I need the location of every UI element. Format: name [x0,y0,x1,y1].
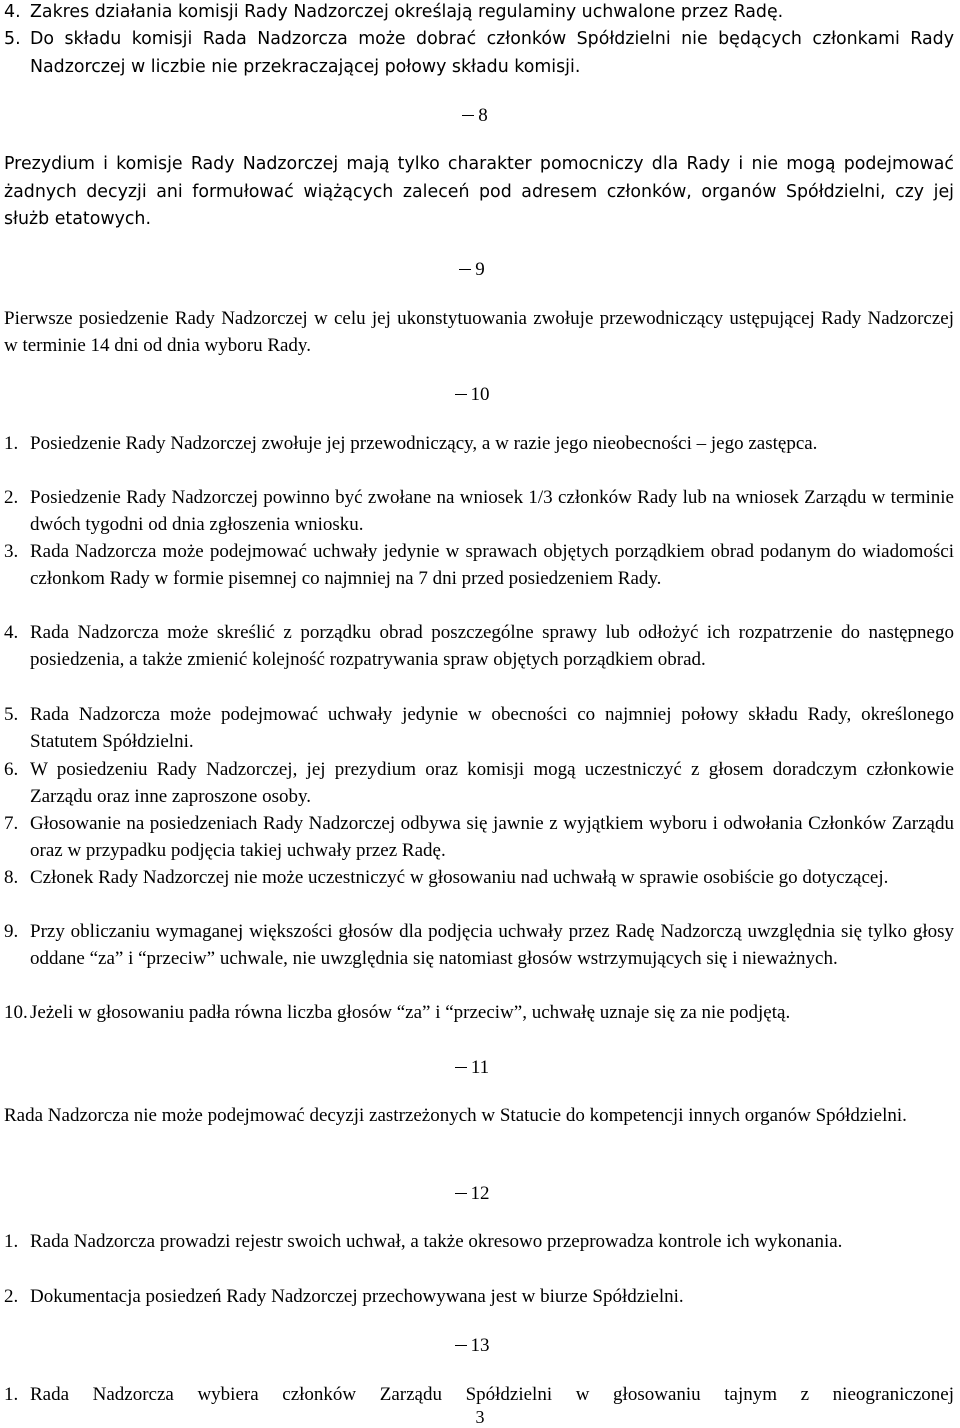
section-mark [462,102,474,116]
item-text: Do składu komisji Rada Nadzorcza może dobrać członków Spółdzielni nie będących członkami Rady Nadzorczej w liczbie nie przekraczającej połowy składu komisji. [30,29,954,77]
item-number: 7. [4,813,19,834]
section-8-text: Prezydium i komisje Rady Nadzorczej mają tylko charakter pomocniczy dla Rady i nie mogą podejmować żadnych decyzji ani formułować wiążących zaleceń pod adresem członków, organów Spółdzielni, czy jej służb etatowych. [4,154,954,229]
section-heading-11 [372,1054,572,1081]
s10-item-9 [4,918,954,972]
s12-item-2 [4,1283,954,1310]
item-number: 4. [4,2,21,22]
item-text: Rada Nadzorcza może podejmować uchwały jedynie w sprawach objętych porządkiem obrad podanym do wiadomości członkom Rady w formie pisemnej co najmniej na 7 dni przed posiedzeniem Rady. [30,541,954,589]
s10-item-10 [4,999,954,1026]
item-number: 10. [4,1002,28,1023]
section-mark [455,1054,467,1068]
item-number: 1. [4,1384,19,1405]
s10-item-2 [4,484,954,538]
item-text: Posiedzenie Rady Nadzorczej powinno być zwołane na wniosek 1/3 członków Rady lub na wniosek Zarządu w terminie dwóch tygodni od dnia zgłoszenia wniosku. [30,487,954,535]
item-number: 6. [4,759,19,780]
item-text: Zakres działania komisji Rady Nadzorczej określają regulaminy uchwalone przez Radę. [30,2,784,22]
page-number: 3 [475,1407,485,1427]
section-mark [455,1332,467,1346]
section-number: 12 [470,1183,490,1204]
s13-item-1 [4,1381,954,1408]
item-text: Rada Nadzorcza może skreślić z porządku obrad poszczególne sprawy lub odłożyć ich rozpatrzenie do następnego posiedzenia, a także zmienić kolejność rozpatrywania spraw objętych porządkiem obrad. [30,622,954,670]
item-number: 5. [4,29,21,49]
item-text: Posiedzenie Rady Nadzorczej zwołuje jej przewodniczący, a w razie jego nieobecności – jego zastępca. [30,433,818,454]
s12-item-1 [4,1228,954,1255]
item-text: W posiedzeniu Rady Nadzorczej, jej prezydium oraz komisji mogą uczestniczyć z głosem doradczym członkowie Zarządu oraz inne zaproszone osoby. [30,759,954,807]
section-heading-8 [375,102,575,129]
item-number: 8. [4,867,19,888]
item-text: Członek Rady Nadzorczej nie może uczestniczyć w głosowaniu nad uchwałą w sprawie osobiście go dotyczącej. [30,867,889,888]
item-number: 1. [4,1231,19,1252]
item-text: Przy obliczaniu wymaganej większości głosów dla podjęcia uchwały przez Radę Nadzorczą uwzględnia się tylko głosy oddane “za” i “przeciw” uchwale, nie uwzględnia się natomiast głosów wstrzymujących się i nieważnych. [30,921,954,969]
item-text: Głosowanie na posiedzeniach Rady Nadzorczej odbywa się jawnie z wyjątkiem wyboru i odwołania Członków Zarządu oraz w przypadku podjęcia takiej uchwały przez Radę. [30,813,954,861]
s10-item-5 [4,701,954,755]
item-number: 2. [4,487,19,508]
item-text: Jeżeli w głosowaniu padła równa liczba głosów “za” i “przeciw”, uchwałę uznaje się za nie podjętą. [30,1002,791,1023]
s10-item-6 [4,756,954,810]
s10-item-7 [4,810,954,864]
section-heading-12 [372,1180,572,1207]
section-number: 9 [475,259,485,280]
s10-item-3 [4,538,954,592]
s10-item-4 [4,619,954,673]
item-number: 1. [4,433,19,454]
section-mark [455,381,467,395]
section-mark [455,1180,467,1194]
section-heading-9 [372,256,572,283]
s10-item-1 [4,430,954,457]
item-text: Dokumentacja posiedzeń Rady Nadzorczej przechowywana jest w biurze Spółdzielni. [30,1286,684,1307]
section-number: 11 [470,1057,490,1078]
item-number: 2. [4,1286,19,1307]
section-number: 13 [470,1335,490,1356]
item-number: 9. [4,921,19,942]
item-text: Rada Nadzorcza wybiera członków Zarządu Spółdzielni w głosowaniu tajnym z nieograniczonej [30,1384,954,1405]
section-heading-13 [372,1332,572,1359]
section-number: 10 [470,384,490,405]
item-number: 4. [4,622,19,643]
section-11-text: Rada Nadzorcza nie może podejmować decyzji zastrzeżonych w Statucie do kompetencji innych organów Spółdzielni. [4,1105,907,1126]
intro-item-5 [4,26,954,81]
section-mark [459,256,471,270]
section-heading-10 [372,381,572,408]
item-number: 3. [4,541,19,562]
intro-item-4 [4,0,954,27]
item-number: 5. [4,704,19,725]
item-text: Rada Nadzorcza może podejmować uchwały jedynie w obecności co najmniej połowy składu Rady, określonego Statutem Spółdzielni. [30,704,954,752]
item-text: Rada Nadzorcza prowadzi rejestr swoich uchwał, a także okresowo przeprowadza kontrole ich wykonania. [30,1231,843,1252]
section-number: 8 [478,105,488,126]
s10-item-8 [4,864,954,891]
section-9-text: Pierwsze posiedzenie Rady Nadzorczej w celu jej ukonstytuowania zwołuje przewodniczący ustępującej Rady Nadzorczej w terminie 14 dni od dnia wyboru Rady. [4,308,954,356]
